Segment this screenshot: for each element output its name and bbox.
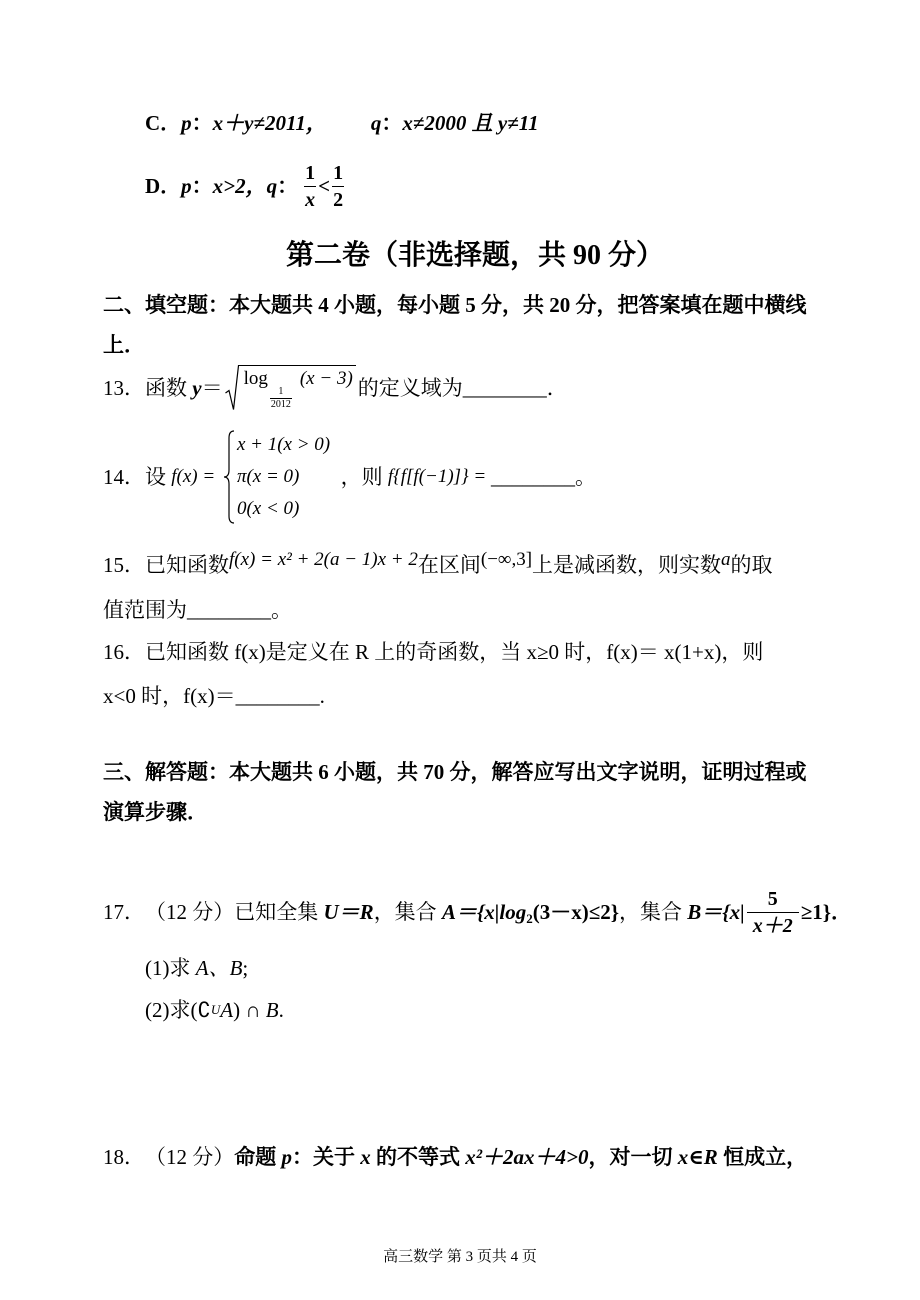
q16-end: . bbox=[319, 684, 325, 708]
q17-text1: 已知全集 bbox=[234, 900, 324, 924]
q17-fraction bbox=[747, 889, 799, 936]
q14-answer-blank: ________ bbox=[490, 465, 575, 489]
fraction-numerator: 1 bbox=[305, 161, 316, 184]
q14-end: 。 bbox=[574, 465, 596, 489]
q15-text1: 已知函数 bbox=[145, 553, 229, 577]
radical-sign-icon bbox=[225, 365, 239, 411]
option-c-q-sep: ： bbox=[381, 111, 403, 135]
option-d-p-var: p bbox=[181, 174, 192, 198]
q13-var-y: y bbox=[192, 376, 202, 400]
section3-instructions-line2: 演算步骤． bbox=[103, 800, 208, 824]
q13-answer-blank: ________ bbox=[462, 376, 547, 400]
q14-mid: ，则 bbox=[330, 465, 388, 489]
q15-interval: (−∞,3] bbox=[480, 549, 533, 570]
q17-part2: (2)求( ∁ U A ) ∩ B . bbox=[145, 995, 284, 1025]
q18-var-x: x bbox=[360, 1145, 371, 1169]
complement-symbol: ∁ bbox=[197, 998, 211, 1022]
option-c-p-expr: x＋y≠2011， bbox=[212, 111, 327, 135]
left-brace-icon bbox=[223, 430, 235, 524]
q17-part2-end: . bbox=[278, 998, 284, 1022]
fraction-denominator: x＋2 bbox=[747, 912, 799, 936]
question-18 bbox=[103, 1142, 807, 1172]
q18-number: 18． bbox=[103, 1145, 145, 1169]
section2-instructions-line1: 二、填空题：本大题共 4 小题，每小题 5 分，共 20 分，把答案填在题中横线 bbox=[103, 293, 807, 317]
question-14 bbox=[103, 429, 596, 525]
q18-text4: ，对一切 bbox=[588, 1145, 678, 1169]
q17-score: （12 分） bbox=[145, 900, 235, 924]
q15-text4: 的取 bbox=[730, 553, 773, 577]
log-function: log bbox=[243, 368, 268, 389]
q17-universe: U＝R bbox=[323, 900, 374, 924]
q13-equals: ＝ bbox=[201, 376, 223, 400]
fraction-denominator: 2 bbox=[332, 186, 344, 210]
log-argument: (x − 3) bbox=[299, 368, 353, 389]
option-d-q-var: q bbox=[266, 174, 278, 198]
q13-end: ． bbox=[546, 376, 568, 400]
q14-lhs: f(x) = bbox=[171, 466, 220, 487]
option-d-label: D． bbox=[145, 174, 182, 198]
q17-text2: ，集合 bbox=[373, 900, 442, 924]
radicand bbox=[239, 365, 356, 412]
section3-instructions-line1: 三、解答题：本大题共 6 小题，共 70 分，解答应写出文字说明，证明过程或 bbox=[103, 760, 807, 784]
q16-line2: x<0 时，f(x)＝ bbox=[103, 684, 236, 708]
q15-text2: 在区间 bbox=[417, 553, 481, 577]
q17-part2-set-a: A bbox=[220, 998, 234, 1022]
section2-instructions-line2: 上． bbox=[103, 333, 145, 357]
option-d-relation: < bbox=[318, 174, 331, 198]
option-c bbox=[145, 108, 539, 138]
q18-text5: 恒成立， bbox=[717, 1145, 808, 1169]
q17-set-b-start: B＝{x| bbox=[687, 900, 745, 924]
option-d-p-expr: x>2， bbox=[212, 174, 267, 198]
q14-prefix: 设 bbox=[145, 465, 172, 489]
q18-score: （12 分） bbox=[145, 1145, 235, 1169]
set-a-end: (3－x)≤2} bbox=[532, 900, 620, 924]
q15-line2: 值范围为 bbox=[103, 598, 187, 622]
q18-var-p: p bbox=[281, 1145, 292, 1169]
square-root bbox=[225, 365, 356, 411]
q18-text2: ：关于 bbox=[292, 1145, 361, 1169]
option-d-q-sep: ： bbox=[277, 174, 299, 198]
page-footer: 高三数学 第 3 页共 4 页 bbox=[383, 1249, 537, 1265]
q17-part1-end: ; bbox=[242, 956, 249, 980]
log-base-numerator: 1 bbox=[278, 386, 284, 397]
option-c-q-expr: x≠2000 且 y≠11 bbox=[402, 111, 539, 135]
q13-number: 13． bbox=[103, 376, 145, 400]
option-c-p-var: p bbox=[181, 111, 192, 135]
question-17 bbox=[103, 887, 852, 937]
q18-text3: 的不等式 bbox=[370, 1145, 466, 1169]
q18-inequality: x²＋2ax＋4>0 bbox=[465, 1145, 589, 1169]
q16-answer-blank: ________ bbox=[235, 684, 320, 708]
log-base-subscript: 2 bbox=[526, 911, 533, 926]
q18-domain: x∈R bbox=[677, 1145, 718, 1169]
piecewise-case: x + 1(x > 0) bbox=[236, 434, 331, 455]
q13-suffix: 的定义域为 bbox=[357, 376, 463, 400]
question-16-line2 bbox=[103, 681, 325, 711]
q17-text3: ，集合 bbox=[619, 900, 688, 924]
fraction-denominator: x bbox=[304, 186, 316, 210]
question-16-line1: 16．已知函数 f(x)是定义在 R 上的奇函数，当 x≥0 时，f(x)＝ x(1+x)，则 bbox=[103, 640, 764, 664]
q15-number: 15． bbox=[103, 553, 145, 577]
q17-part1 bbox=[145, 953, 248, 983]
set-a-start: A＝{x|log bbox=[441, 900, 527, 924]
q17-part2-label: (2)求( bbox=[145, 998, 198, 1022]
q15-var-a: a bbox=[721, 549, 731, 570]
fraction-numerator: 1 bbox=[333, 161, 344, 184]
q15-answer-blank: ________ bbox=[187, 598, 271, 622]
option-d-p-sep: ： bbox=[191, 174, 213, 198]
q17-part2-set-b: B bbox=[265, 998, 279, 1022]
part2-title: 第二卷（非选择题，共 90 分） bbox=[286, 240, 665, 271]
q15-text3: 上是减函数，则实数 bbox=[532, 553, 722, 577]
q17-set-b-end: ≥1} bbox=[800, 900, 832, 924]
q14-number: 14． bbox=[103, 465, 145, 489]
option-d-right-fraction bbox=[332, 163, 344, 210]
q17-part2-rest: ) ∩ bbox=[233, 998, 266, 1022]
option-d-left-fraction bbox=[304, 163, 316, 210]
q13-prefix: 函数 bbox=[145, 376, 193, 400]
question-13 bbox=[103, 364, 568, 412]
option-c-p-sep: ： bbox=[191, 111, 213, 135]
log-base bbox=[270, 387, 292, 410]
log-base-denominator: 2012 bbox=[270, 399, 291, 410]
q18-text1: 命题 bbox=[234, 1145, 282, 1169]
q17-set-a bbox=[442, 897, 619, 927]
question-15-line2 bbox=[103, 595, 292, 625]
option-d bbox=[145, 156, 345, 216]
q15-end: 。 bbox=[271, 598, 292, 622]
q14-rhs: f{f[f(−1)]} = bbox=[387, 466, 491, 487]
option-c-q-var: q bbox=[370, 111, 382, 135]
fraction-numerator: 5 bbox=[767, 887, 778, 910]
question-15-line1 bbox=[103, 550, 773, 580]
q17-part1-label: (1)求 bbox=[145, 956, 196, 980]
q17-part1-sets: A、B bbox=[195, 956, 243, 980]
piecewise-cases bbox=[237, 429, 330, 525]
q15-function: f(x) = x² + 2(a − 1)x + 2 bbox=[229, 549, 418, 570]
piecewise-case: 0(x < 0) bbox=[236, 498, 300, 519]
q17-end: ． bbox=[831, 900, 853, 924]
piecewise-case: π(x = 0) bbox=[236, 466, 300, 487]
q17-number: 17． bbox=[103, 900, 145, 924]
option-c-label: C． bbox=[145, 111, 182, 135]
